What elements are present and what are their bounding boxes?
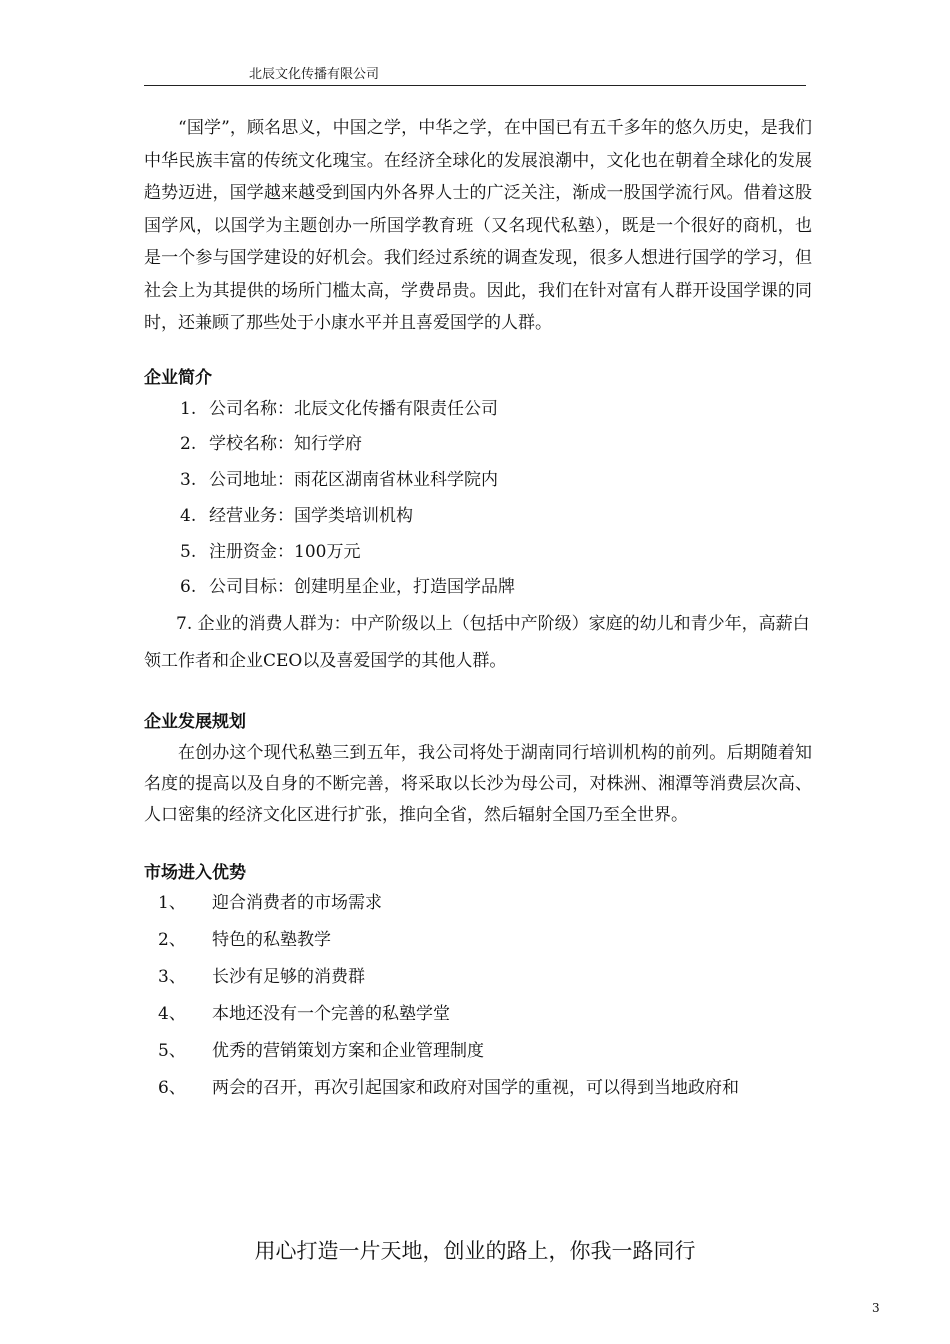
- list-item-number: 2、: [158, 930, 186, 951]
- list-item: [144, 1070, 812, 1107]
- list-item-text: 公司地址：雨花区湖南省林业科学院内: [209, 470, 498, 491]
- list-item-text: 学校名称：知行学府: [209, 434, 362, 455]
- list-item-number: 5、: [158, 1041, 186, 1062]
- list-item: [144, 885, 812, 922]
- list-item: [144, 1033, 812, 1070]
- company-profile-list: [144, 392, 812, 681]
- list-item-number: 6、: [158, 1078, 186, 1099]
- list-item-number: 6.: [180, 577, 197, 598]
- list-item: [144, 570, 812, 606]
- list-item-text: 优秀的营销策划方案和企业管理制度: [212, 1041, 484, 1062]
- development-plan-heading: 企业发展规划: [144, 712, 246, 733]
- document-body: [144, 112, 812, 1107]
- list-item-number: 5.: [180, 541, 197, 562]
- header-company-name: 北辰文化传播有限公司: [249, 67, 380, 82]
- development-plan-paragraph: 在创办这个现代私塾三到五年，我公司将处于湖南同行培训机构的前列。后期随着知名度的提高以及自身的不断完善，将采取以长沙为母公司，对株洲、湘潭等消费层次高、人口密集的经济文化区进行扩张，推向全省，然后辐射全国乃至全世界。: [144, 743, 812, 826]
- list-item-number: 3、: [158, 967, 186, 988]
- list-item-text: 特色的私塾教学: [212, 930, 331, 951]
- market-advantage-heading: 市场进入优势: [144, 863, 246, 884]
- list-item-number: 4、: [158, 1004, 186, 1025]
- list-item-text: 长沙有足够的消费群: [212, 967, 365, 988]
- list-item: [144, 535, 812, 571]
- market-advantage-list: [144, 885, 812, 1107]
- list-item-number: 1.: [180, 398, 197, 419]
- list-item-text: 公司目标：创建明星企业，打造国学品牌: [209, 577, 515, 598]
- list-item-text: 注册资金：100万元: [209, 541, 361, 562]
- list-item-number: 1、: [158, 893, 186, 914]
- intro-paragraph: “国学”，顾名思义，中国之学，中华之学，在中国已有五千多年的悠久历史，是我们中华民族丰富的传统文化瑰宝。在经济全球化的发展浪潮中，文化也在朝着全球化的发展趋势迈进，国学越来越受到国内外各界人士的广泛关注，渐成一股国学流行风。借着这股国学风，以国学为主题创办一所国学教育班（又名现代私塾），既是一个很好的商机，也是一个参与国学建设的好机会。我们经过系统的调查发现，很多人想进行国学的学习，但社会上为其提供的场所门槛太高，学费昂贵。因此，我们在针对富有人群开设国学课的同时，还兼顾了那些处于小康水平并且喜爱国学的人群。: [144, 118, 812, 333]
- list-item: [144, 922, 812, 959]
- list-item-number: 3.: [180, 470, 197, 491]
- list-item: [144, 427, 812, 463]
- list-item: [144, 959, 812, 996]
- page-number: 3: [872, 1301, 880, 1315]
- page-header: [144, 66, 806, 86]
- list-item-text: 经营业务：国学类培训机构: [209, 505, 413, 526]
- list-item: [144, 499, 812, 535]
- footer-slogan: 用心打造一片天地，创业的路上，你我一路同行: [254, 1239, 696, 1263]
- list-item-number: 4.: [180, 505, 197, 526]
- company-profile-heading: 企业简介: [144, 367, 212, 388]
- list-item: [144, 996, 812, 1033]
- list-item-text: 迎合消费者的市场需求: [212, 893, 382, 914]
- list-item: [144, 463, 812, 499]
- list-item: [144, 392, 812, 428]
- list-item-text: 本地还没有一个完善的私塾学堂: [212, 1004, 450, 1025]
- list-item-text: 两会的召开，再次引起国家和政府对国学的重视，可以得到当地政府和: [212, 1078, 739, 1099]
- list-item-text: 公司名称：北辰文化传播有限责任公司: [209, 398, 498, 419]
- list-item-number: 2.: [180, 434, 197, 455]
- consumer-group-item: 7. 企业的消费人群为：中产阶级以上（包括中产阶级）家庭的幼儿和青少年，高薪白领工作者和企业CEO以及喜爱国学的其他人群。: [144, 614, 810, 672]
